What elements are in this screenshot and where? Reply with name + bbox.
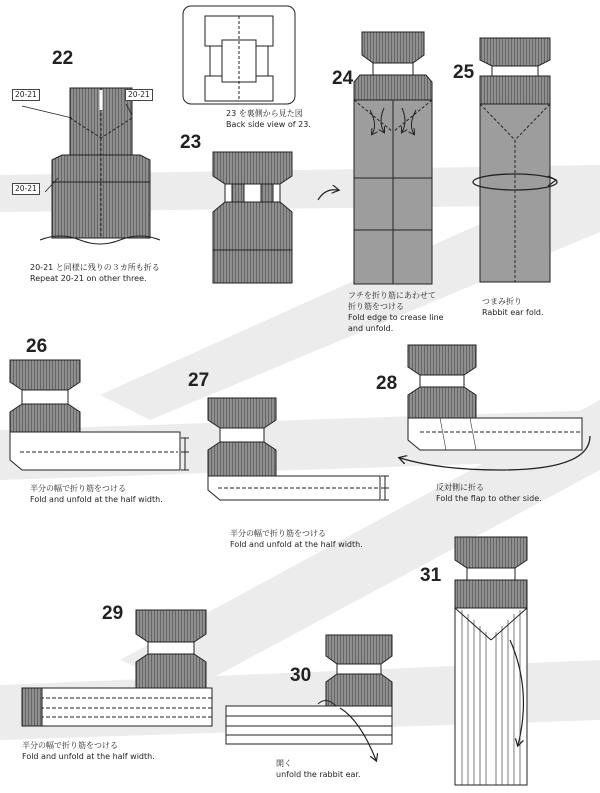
step-27-number: 27 [188,370,210,391]
step-28-caption: 反対側に折る Fold the flap to other side. [436,483,542,503]
step-31-figure [455,537,527,785]
step-22-number: 22 [52,48,74,69]
step-23-inset [183,6,295,104]
step-29-figure [22,610,212,726]
step-25-figure [473,38,557,282]
step-28-number: 28 [376,373,398,394]
step-23-inset-caption: 23 を裏側から見た図 Back side view of 23. [226,109,311,129]
step-24-figure [354,32,432,284]
step-25-number: 25 [453,62,475,83]
step-29-caption: 半分の幅で折り筋をつける Fold and unfold at the half width. [22,741,155,761]
step-22-label-bottom: 20-21 [12,183,40,195]
step-22-label-left: 20-21 [12,89,40,101]
step-24-number: 24 [332,68,354,89]
step-22-label-right: 20-21 [125,89,153,101]
step-31-number: 31 [420,565,442,586]
step-26-caption: 半分の幅で折り筋をつける Fold and unfold at the half width. [30,484,163,504]
step-27-caption: 半分の幅で折り筋をつける Fold and unfold at the half width. [230,529,363,549]
step-22-figure [22,88,160,244]
step-23-figure [213,152,292,283]
step-30-caption: 開く unfold the rabbit ear. [276,759,361,779]
step-23-number: 23 [180,132,202,153]
step-22-caption: 20-21 と同様に残りの３カ所も折る Repeat 20-21 on other three. [30,263,160,283]
step-25-caption: つまみ折り Rabbit ear fold. [482,297,544,317]
step-30-number: 30 [290,665,312,686]
step-24-caption: フチを折り筋にあわせて 折り筋をつける Fold edge to crease line and unfold. [348,291,444,333]
step-29-number: 29 [102,603,124,624]
step-26-number: 26 [26,336,48,357]
